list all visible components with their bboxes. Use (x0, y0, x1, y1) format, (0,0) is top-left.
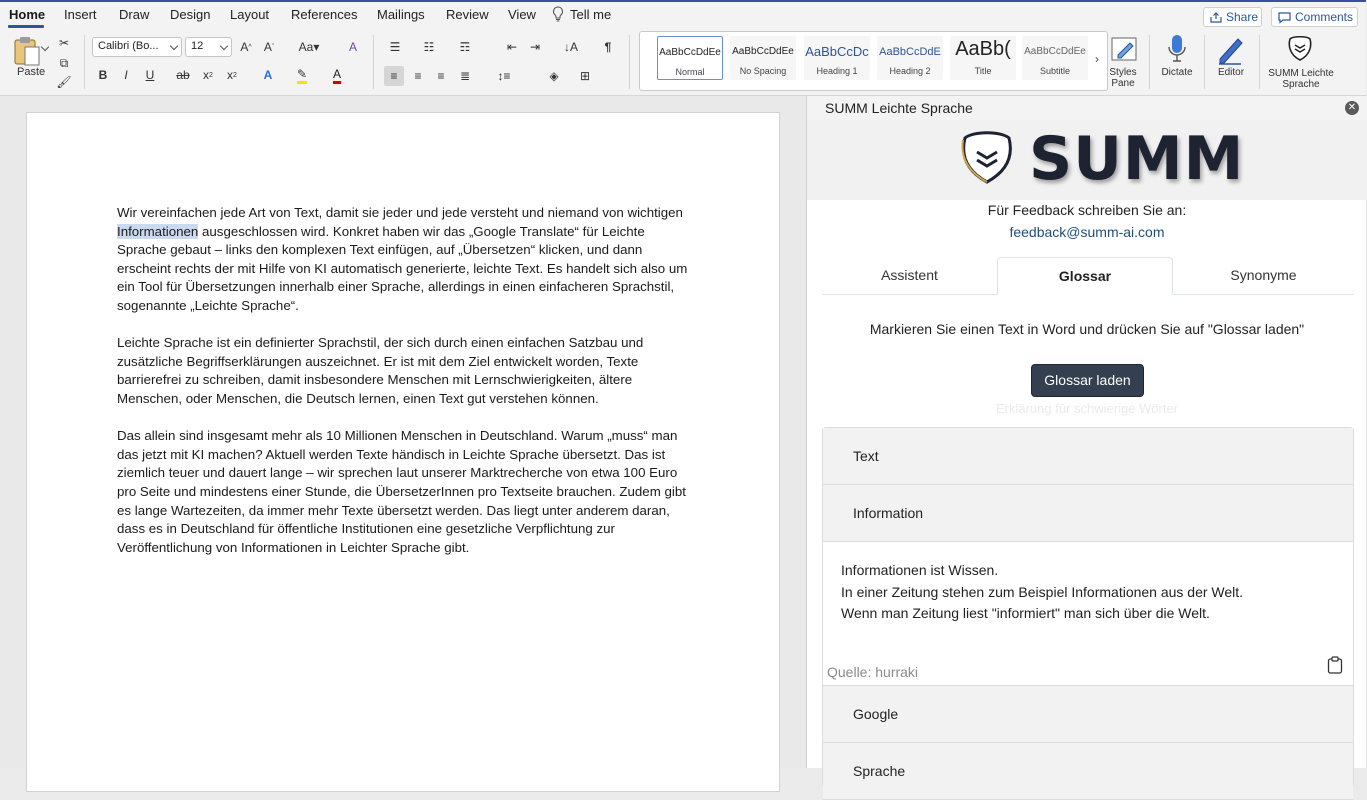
editor-pen-icon[interactable] (1216, 33, 1246, 65)
tab-layout[interactable]: Layout (230, 7, 270, 22)
accordion-item-information[interactable]: Information (823, 485, 1353, 542)
clipboard-icon[interactable] (1327, 656, 1343, 674)
style-preview: AaBb( (955, 38, 1011, 60)
close-icon[interactable]: ✕ (1345, 101, 1359, 115)
show-formatting-marks-icon[interactable]: ¶ (604, 40, 612, 54)
divider (1204, 35, 1205, 89)
share-button[interactable] (1203, 7, 1262, 27)
selected-word: Informationen (117, 223, 199, 239)
paste-label: Paste (17, 66, 46, 78)
pane-title: SUMM Leichte Sprache (825, 100, 973, 116)
comment-icon (1278, 12, 1291, 23)
sort-icon[interactable]: ↓A (563, 40, 578, 54)
style-subtitle[interactable] (1022, 36, 1088, 80)
style-name: Heading 2 (889, 66, 931, 76)
tab-view[interactable]: View (508, 7, 536, 22)
multilevel-list-icon[interactable]: ☶ (459, 40, 471, 54)
definition-line: Informationen ist Wissen. (841, 562, 999, 578)
paragraph-2: Leichte Sprache ist ein definierter Sprachstil, der sich durch einen einfachen Satzbau und zusätzliche Begriffserklärungen auszeichnet. Er ist mit dem Ziel entwickelt worden, Texte barrierefrei zu schreiben, damit insbesondere Menschen mit Lernschwierigkeiten, ältere Menschen, oder Menschen, die Deutsch lernen, einen Text gut verstehen können. (117, 335, 644, 406)
glossary-accordion (822, 427, 1354, 787)
styles-pane-label: Styles Pane (1109, 67, 1137, 89)
tab-synonyme[interactable]: Synonyme (1230, 267, 1297, 283)
font-size-select[interactable] (185, 37, 232, 57)
summ-logo (807, 120, 1367, 200)
style-preview: AaBbCcDdEe (1024, 46, 1086, 57)
document-canvas (0, 96, 806, 768)
paragraph-3: Das allein sind insgesamt mehr als 10 Millionen Menschen in Deutschland. Warum „muss“ man das jetzt mit KI machen? Aktuell werden Texte händisch in Leichte Sprache übersetzt. Das ist ziemlich teuer und dauert lange – wir sprechen laut unserer Marktrecherche von etwa 100 Euro pro Seite und mindestens einer Stunde, die ÜbersetzerInnen pro Textseite brauchen. Zudem gibt es lange Wartezeiten, da immer mehr Texte übersetzt werden. Das liegt unter anderem daran, dass es in Deutschland für öffentliche Institutionen eine gesetzliche Verpflichtung zur Veröffentlichung von Informationen in Leichter Sprache gibt. (117, 428, 686, 555)
text-effects-icon[interactable]: A (263, 68, 273, 82)
ribbon (0, 29, 1366, 96)
load-glossary-button[interactable]: Glossar laden (1031, 364, 1144, 397)
shading-icon[interactable]: ◈ (549, 69, 559, 83)
align-center-icon[interactable]: ≡ (414, 69, 422, 83)
tab-draw[interactable]: Draw (119, 7, 150, 22)
document-page[interactable] (26, 112, 780, 792)
borders-icon[interactable]: ⊞ (579, 69, 591, 83)
active-tab-indicator (8, 25, 44, 28)
feedback-email-link[interactable]: feedback@summ-ai.com (1009, 224, 1165, 240)
accordion-item-sprache[interactable]: Sprache (823, 743, 1353, 800)
bold-icon[interactable]: B (98, 68, 108, 82)
copy-icon[interactable]: ⧉ (59, 55, 69, 70)
subscript-icon[interactable]: x 2 (203, 68, 213, 82)
lightbulb-icon (551, 6, 565, 22)
increase-indent-icon[interactable]: ⇥ (529, 40, 541, 54)
summ-shield-icon[interactable] (1286, 33, 1314, 63)
tab-home[interactable]: Home (9, 7, 46, 22)
share-icon (1210, 12, 1222, 23)
definition-source: Quelle: hurraki (827, 664, 919, 680)
microphone-icon[interactable] (1167, 33, 1187, 65)
style-preview: AaBbCcDc (805, 44, 869, 59)
paragraph-1 (117, 204, 697, 316)
dictate-label: Dictate (1161, 67, 1193, 78)
accordion-item-google[interactable]: Google (823, 686, 1353, 743)
font-name-value: Calibri (Bo... (98, 40, 159, 52)
comments-button[interactable] (1271, 7, 1358, 27)
style-name: Heading 1 (816, 66, 858, 76)
style-normal[interactable] (657, 36, 723, 80)
tell-me-search[interactable]: Tell me (570, 7, 612, 22)
menu-bar (0, 0, 1366, 29)
tab-design[interactable]: Design (170, 7, 211, 22)
glossary-caption: Erklärung für schwierige Wörter (995, 401, 1179, 416)
style-title[interactable] (950, 36, 1016, 80)
cut-icon[interactable]: ✂ (58, 36, 70, 50)
highlight-color-icon[interactable]: ✎ (292, 65, 312, 85)
accordion-item-text[interactable]: Text (823, 428, 1353, 485)
definition-text (841, 560, 1243, 625)
tab-review[interactable]: Review (446, 7, 489, 22)
shrink-font-icon[interactable]: A ˇ (263, 40, 275, 54)
editor-label: Editor (1217, 67, 1245, 78)
divider (84, 35, 85, 89)
pane-header (807, 96, 1367, 120)
style-no-spacing[interactable] (730, 36, 796, 80)
align-left-icon[interactable]: ≡ (384, 66, 404, 86)
gallery-more-chevron-right-icon[interactable]: › (1095, 52, 1099, 66)
summ-addin-label: SUMM Leichte Sprache (1268, 68, 1334, 90)
divider (1149, 35, 1150, 89)
bullets-icon[interactable]: ☰ (389, 40, 401, 54)
accordion-body-information (823, 542, 1353, 686)
tab-mailings[interactable]: Mailings (377, 7, 425, 22)
numbering-icon[interactable]: ☷ (423, 40, 435, 54)
strikethrough-icon[interactable]: ab (176, 68, 190, 82)
style-heading-1[interactable] (804, 36, 870, 80)
paragraph-1-rest: ausgeschlossen wird. Konkret haben wir das „Google Translate“ für Leichte Sprache gebaut – links den komplexen Text einfügen, auf „Übersetzen“ klicken, und dann erscheint rechts der mit Hilfe von KI automatisch generierte, leichte Text. Es handelt sich also um ein Tool für Übersetzungen innerhalb einer Sprache, allerdings in einen einfacheren Sprachstil, sogenannte „Leichte Sprache“. (117, 223, 688, 313)
font-size-value: 12 (191, 40, 204, 52)
document-body[interactable] (117, 204, 697, 576)
clear-formatting-icon[interactable]: A (348, 40, 357, 54)
style-name: Normal (675, 67, 705, 77)
line-spacing-icon[interactable]: ↕≡ (497, 69, 511, 83)
align-right-icon[interactable]: ≡ (437, 69, 445, 83)
feedback-label: Für Feedback schreiben Sie an: (987, 202, 1187, 218)
underline-icon[interactable]: U (145, 68, 155, 82)
divider (1259, 35, 1260, 89)
decrease-indent-icon[interactable]: ⇤ (506, 40, 518, 54)
share-label: Share (1226, 10, 1259, 24)
tab-insert[interactable]: Insert (64, 7, 97, 22)
style-preview: AaBbCcDdEe (659, 47, 721, 58)
style-preview: AaBbCcDdEe (732, 46, 794, 57)
font-color-icon[interactable]: A (327, 65, 347, 85)
tab-assistent[interactable]: Assistent (881, 267, 938, 283)
comments-label: Comments (1295, 10, 1354, 24)
paste-icon[interactable] (12, 35, 42, 67)
divider (373, 35, 374, 89)
style-name: Subtitle (1039, 66, 1071, 76)
style-preview: AaBbCcDdE (879, 46, 941, 58)
superscript-icon[interactable]: x 2 (227, 68, 237, 82)
pane-tabs (822, 257, 1354, 295)
paste-options-chevron-down-icon[interactable] (41, 43, 49, 51)
definition-line: Wenn man Zeitung liest "informiert" man sich über die Welt. (841, 605, 1210, 621)
style-name: No Spacing (739, 66, 787, 76)
definition-line: In einer Zeitung stehen zum Beispiel Informationen aus der Welt. (841, 583, 1244, 600)
justify-icon[interactable]: ≣ (459, 69, 471, 83)
styles-pane-icon[interactable] (1110, 35, 1138, 63)
tab-references[interactable]: References (291, 7, 358, 22)
grow-font-icon[interactable]: A ^ (240, 40, 252, 54)
glossary-instruction: Markieren Sie einen Text in Word und drücken Sie auf "Glossar laden" (869, 321, 1305, 337)
style-heading-2[interactable] (877, 36, 943, 80)
change-case-icon[interactable]: Aa▾ (298, 40, 320, 54)
summ-task-pane (806, 96, 1366, 779)
summ-shield-logo-icon (957, 128, 1017, 188)
italic-icon[interactable]: I (124, 68, 128, 82)
logo-wordmark: SUMM (1029, 124, 1245, 194)
styles-gallery (639, 31, 1108, 91)
style-name: Title (974, 66, 992, 76)
format-painter-icon[interactable]: 🖌 (56, 75, 72, 89)
divider (629, 35, 630, 89)
tab-glossar[interactable]: Glossar (997, 257, 1173, 295)
font-name-select[interactable] (92, 37, 182, 57)
paragraph-1-start: Wir vereinfachen jede Art von Text, damit sie jeder und jede versteht und niemand von wichtigen (117, 205, 683, 220)
